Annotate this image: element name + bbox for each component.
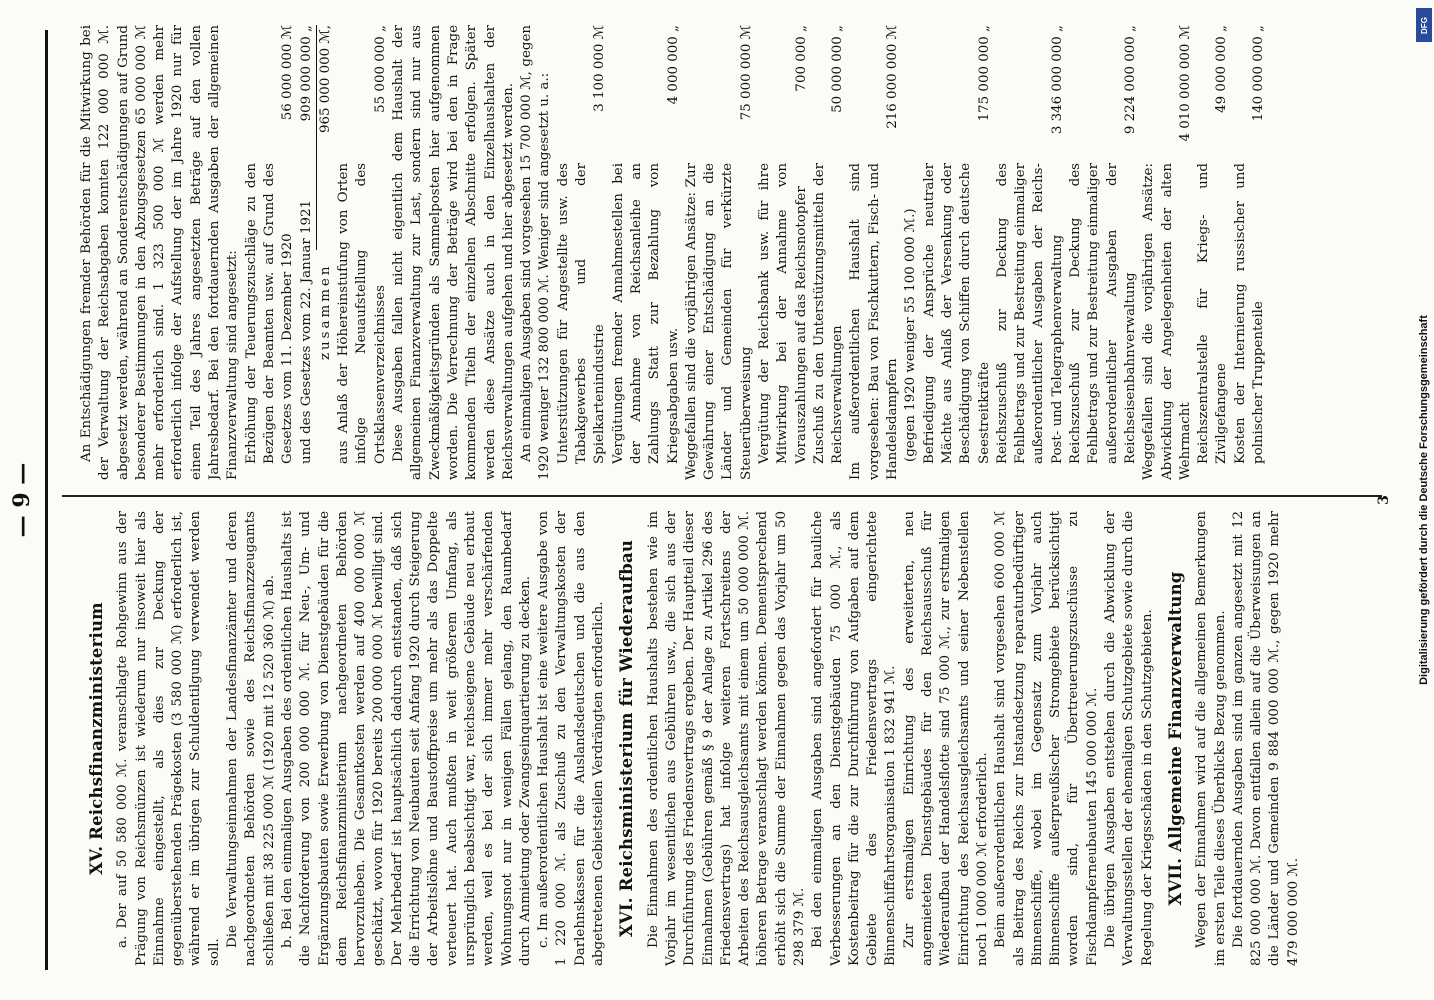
- line-item-amount: 909 000 000 „: [298, 25, 314, 122]
- section-xvii-title: XVII. Allgemeine Finanzverwaltung: [1165, 571, 1185, 906]
- line-item-amount: 175 000 000 „: [976, 25, 992, 122]
- line-item: [610, 25, 683, 480]
- digitization-credit-bar: [1414, 0, 1434, 1000]
- line-item-text: Vergütungen fremder Annahmestellen bei der Annahme von Reichsanleihe an Zahlungs Statt zur Bezahlung von Kriegsabgaben usw.: [610, 163, 681, 464]
- line-item: [811, 25, 848, 480]
- paragraph: Die Einnahmen des ordentlichen Haushalts bestehen wie im Vorjahr im wesentlichen aus Gebühren usw., die sich aus der Durchführung des Friedensvertrags ergeben. Der Hauptteil dieser Einnahmen (Gebühren gemäß § 9 der Anlage zu Artikel 296 des Friedensvertrags) hat infolge weiteren Fortschreitens der Arbeiten des Reichsausgleichsamts mit einem um 50 000 000 ℳ. höheren Betrage veranschlagt werden können. Dementsprechend erhöht sich die Summe der Einnahmen gegen das Vorjahr um 50 298 379 ℳ.: [645, 511, 807, 966]
- paragraph: a. Der auf 50 580 000 ℳ. veranschlagte Rohgewinn aus der Prägung von Reichsmünzen ist wiederum nur insoweit hier als Einnahme eingestellt, als dies zur Deckung der gegenüberstehenden Prägekosten (3 580 000 ℳ) erforderlich ist, während er im übrigen zur Schuldentilgung verwendet werden soll.: [115, 511, 222, 966]
- line-item: [994, 25, 1067, 480]
- line-item-text: Reichszuschuß zur Deckung des Fehlbetrags und zur Bestreitung einmaliger außerordentlicher Ausgaben der Reichs-Post- und Telegraphenverwaltung: [994, 163, 1065, 464]
- line-item: [335, 25, 390, 480]
- line-item-text: Erhöhung der Teuerungszuschläge zu den Bezügen der Beamten usw. auf Grund des Gesetzes vom 11. Dezember 1920: [243, 163, 296, 464]
- line-item-amount: 55 000 000 „: [372, 25, 388, 113]
- line-item: [1140, 25, 1195, 480]
- line-item: [1232, 25, 1269, 480]
- sum-row: [317, 25, 335, 480]
- signature-mark: 3: [1376, 495, 1392, 505]
- line-item: [243, 25, 298, 480]
- line-item-text: Reichszuschuß zur Deckung des Fehlbetrags und zur Bestreitung einmaliger außerordentlicher Ausgaben der Reichseisenbahnverwaltung: [1068, 163, 1138, 464]
- line-item: [555, 25, 610, 480]
- paragraph: Die übrigen Ausgaben entstehen durch die Abwicklung der Verwaltungsstellen der ehemaligen Schutzgebiete sowie durch die Regelung der Kriegsschäden in den Schutzgebieten.: [1103, 511, 1155, 966]
- paragraph: An Entschädigungen fremder Behörden für die Mitwirkung bei der Verwaltung der Reichsabgaben konnten 122 000 000 ℳ. abgesetzt werden, während an Sonderentschädigungen auf Grund besonderer Bestimmungen in den Abzugsgesetzen 65 000 000 ℳ mehr erforderlich sind. 1 323 500 000 ℳ werden mehr erforderlich infolge der Aufstellung der im Jahre 1920 nur für einen Teil des Jahres angesetzten Beträge auf den vollen Jahresbedarf. Bei den fortdauernden Ausgaben der allgemeinen Finanzverwaltung sind angesetzt:: [79, 25, 241, 480]
- line-item-text: Weggefallen sind die vorjährigen Ansätze: Zur Gewährung einer Entschädigung an die Länder und Gemeinden für verkürzte Steuerüberweisung: [683, 163, 754, 480]
- paragraph: Zur erstmaligen Einrichtung des erweiterten, neu angemieteten Dienstgebäudes für den Reichsausschuß für Wiederaufbau der Handelsflotte sind 75 000 ℳ., zur erstmaligen Einrichtung des Reichsausgleichsamts und seiner Nebenstellen noch 1 000 000 ℳ erforderlich.: [901, 511, 990, 966]
- paragraph: Die fortdauernden Ausgaben sind im ganzen angesetzt mit 12 825 000 000 ℳ. Davon entfallen allein auf die Überweisungen an die Länder und Gemeinden 9 884 000 000 ℳ., gegen 1920 mehr 479 000 000 ℳ.: [1230, 511, 1301, 966]
- line-item: [683, 25, 756, 480]
- paragraph: Bei den einmaligen Ausgaben sind angefordert für bauliche Verbesserungen an den Dienstgebäuden 75 000 ℳ., als Kostenbeitrag für die zur Durchführung von Aufgaben auf dem Gebiete des Friedensvertrags eingerichtete Binnenschiffahrtsorganisation 1 832 941 ℳ.: [810, 511, 899, 966]
- line-item-amount: 56 000 000 ℳ: [280, 25, 296, 121]
- line-item-text: Befriedigung der Ansprüche neutraler Mächte aus Anlaß der Versenkung oder Beschädigung von Schiffen durch deutsche Seestreitkräfte: [921, 163, 992, 464]
- line-item-amount: 140 000 000 „: [1251, 25, 1266, 122]
- column-separator: [62, 495, 1382, 497]
- line-item-amount: 4 010 000 000 ℳ: [1177, 25, 1193, 142]
- section-xv-title: XV. Reichsfinanzministerium: [87, 602, 106, 875]
- header-rule: [45, 30, 48, 970]
- digitization-credit-text: Digitalisierung gefördert durch die Deutsche Forschungsgemeinschaft: [1418, 315, 1430, 685]
- line-item: [298, 25, 316, 480]
- line-item: [756, 25, 811, 480]
- line-item-amount: 50 000 000 „: [830, 25, 846, 113]
- line-item: [921, 25, 994, 480]
- line-item-amount: 700 000 „: [793, 25, 809, 92]
- sum-amount: 965 000 000 ℳ,: [317, 25, 333, 134]
- section-xvi-title: XVI. Reichsministerium für Wiederaufbau: [617, 539, 637, 938]
- line-item: [1195, 25, 1232, 480]
- paragraph: Die Verwaltungseinnahmen der Landesfinanzämter und deren nachgeordneten Behörden sowie des Reichsfinanzzeugamts schließen mit 38 225 000 ℳ (1920 mit 12 520 360 ℳ) ab.: [225, 511, 277, 966]
- line-item-amount: 216 000 000 ℳ: [885, 25, 901, 129]
- line-item: [847, 25, 902, 480]
- line-item-text: Zuschuß zu den Unterstützungsmitteln der Reichsverwaltungen: [811, 163, 846, 464]
- line-item-text: Kosten der Internierung russischer und polnischer Truppenteile: [1232, 163, 1266, 464]
- right-column: [78, 25, 1388, 480]
- paragraph: (gegen 1920 weniger 55 100 000 ℳ.): [903, 208, 919, 462]
- line-item: [1067, 25, 1140, 480]
- paragraph: Wegen der Einnahmen wird auf die allgemeinen Bemerkungen im ersten Teile dieses Überblicks Bezug genommen.: [1194, 511, 1228, 966]
- line-item-text: Weggefallen sind die vorjährigen Ansätze: Abwicklung der Angelegenheiten der alten Wehrmacht: [1141, 163, 1193, 480]
- line-item-amount: 49 000 000 „: [1214, 25, 1230, 113]
- paragraph: b. Bei den einmaligen Ausgaben des ordentlichen Haushalts ist die Nachforderung von 200 000 000 ℳ. für Neu-, Um- und Ergänzungsbauten sowie Erwerbung von Dienstgebäuden für die dem Reichsfinanzministerium nachgeordneten Behörden hervorzuheben. Die Gesamtkosten werden auf 400 000 000 ℳ geschätzt, wovon für 1920 bereits 200 000 000 ℳ bewilligt sind. Der Mehrbedarf ist hauptsächlich dadurch entstanden, daß sich die Errichtung von Neubauten seit Anfang 1920 durch Steigerung der Arbeitslöhne und Baustoffpreise um mehr als das Doppelte verteuert hat. Auch mußten in weit größerem Umfang, als ursprünglich beabsichtigt war, reichseigene Gebäude neu erbaut werden, weil es bei der sich immer mehr verschärfenden Wohnungsnot nur in wenigen Fällen gelang, den Raumbedarf durch Anmietung oder Zwangseinquartierung zu decken.: [279, 511, 533, 966]
- line-item-amount: 9 224 000 000 „: [1122, 25, 1138, 135]
- line-item-text: Im außerordentlichen Haushalt sind vorgesehen: Bau von Fischkuttern, Fisch- und Handelsdampfern: [848, 163, 901, 480]
- line-item-amount: 4 000 000 „: [665, 25, 681, 105]
- line-item-amount: 3 100 000 ℳ: [592, 25, 608, 112]
- line-item-amount: 3 346 000 000 „: [1049, 25, 1065, 135]
- sum-label: zusammen: [317, 263, 333, 360]
- line-item-text: Vergütung der Reichsbank usw. für ihre Mitwirkung bei der Annahme von Vorauszahlungen auf das Reichsnotopfer: [756, 163, 809, 464]
- left-column: [78, 511, 1388, 966]
- line-item-text: Unterstützungen für Angestellte usw. des Tabakgewerbes und der Spielkartenindustrie: [555, 163, 608, 464]
- line-item-text: Reichszentralstelle für Kriegs- und Zivilgefangene: [1196, 163, 1230, 464]
- page-number: — 9 —: [9, 462, 35, 538]
- dfg-logo-text: DFG: [1419, 16, 1429, 34]
- paragraph: Beim außerordentlichen Haushalt sind vorgesehen 600 000 ℳ als Beitrag des Reichs zur Instandsetzung reparaturbedürftiger Binnenschiffe, wobei im Gegensatz zum Vorjahr auch Binnenschiffe außerpreußischer Stromgebiete berücksichtigt worden sind, für Übertreuerungszuschüsse zu Fischdampferneubauten 145 000 000 ℳ.: [993, 511, 1100, 966]
- paragraph: c. Im außerordentlichen Haushalt ist eine weitere Ausgabe von 1 220 000 ℳ. als Zuschuß zu den Verwaltungskosten der Darlehnskassen für die Auslandsdeutschen und die aus den abgetretenen Gebietsteilen Verdrängten erforderlich.: [536, 511, 607, 966]
- line-item-text: und des Gesetzes vom 22. Januar 1921: [298, 199, 314, 464]
- paragraph: Diese Ausgaben fallen nicht eigentlich dem Haushalt der allgemeinen Finanzverwaltung zur Last, sondern sind nur aus Zweckmäßigkeitsgründen als Sammelposten hier aufgenommen worden. Die Verrechnung der Beträge wird bei den in Frage kommenden Titeln der einzelnen Abschnitte erfolgen. Später werden diese Ansätze auch in den Einzelhaushalten der Reichsverwaltungen aufgehen und hier abgesetzt werden.: [391, 25, 516, 480]
- paragraph: An einmaligen Ausgaben sind vorgesehen 15 700 000 ℳ, gegen 1920 weniger 132 800 000 ℳ. Weniger sind angesetzt u. a.:: [519, 25, 553, 480]
- line-item-text: aus Anlaß der Höhereinstufung von Orten infolge Neuaufstellung des Ortsklassenverzeichnisses: [336, 163, 388, 464]
- line-item-amount: 75 000 000 ℳ: [738, 25, 754, 121]
